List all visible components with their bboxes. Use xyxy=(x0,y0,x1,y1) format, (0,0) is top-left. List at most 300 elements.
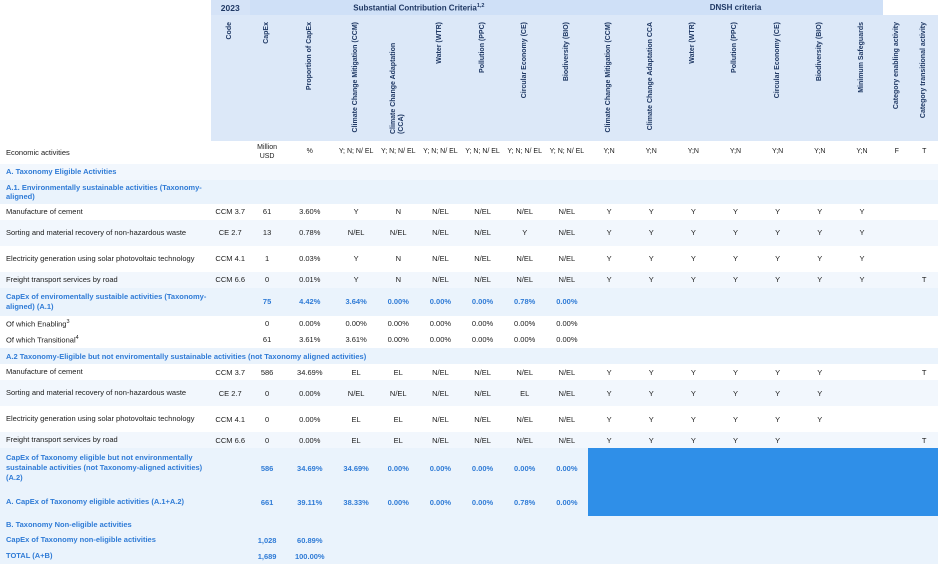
section-b-title: B. Taxonomy Non-eligible activities xyxy=(6,519,132,529)
cat-transitional: T xyxy=(921,367,927,377)
activity-label: Sorting and material recovery of non-hazardous waste xyxy=(6,227,187,237)
activity-label: Electricity generation using solar photovoltaic technology xyxy=(6,253,195,263)
of-which-transitional-row xyxy=(0,332,938,348)
dnsh-ppc: Y xyxy=(732,435,738,445)
of-which-enabling-capex: 0 xyxy=(265,319,270,329)
table-row xyxy=(0,220,938,246)
of-which-enabling-code xyxy=(211,316,250,332)
activity-label: Electricity generation using solar photovoltaic technology xyxy=(6,414,195,424)
activity-code: CCM 6.6 xyxy=(215,435,246,445)
sc-cca: EL xyxy=(393,435,403,445)
sc-cca: N xyxy=(395,275,401,284)
dnsh-cca: Y xyxy=(648,388,654,398)
subtotal-a2-code xyxy=(211,448,250,488)
dnsh-ppc: Y xyxy=(732,388,738,398)
min-safeguards xyxy=(841,406,883,432)
header-band-spacer xyxy=(0,0,211,15)
units-sc-wtr: Y; N; N/ EL xyxy=(419,142,461,164)
dnsh-ppc: Y xyxy=(732,254,738,263)
units-sc-bio: Y; N; N/ EL xyxy=(546,142,588,164)
header-band-row xyxy=(0,0,938,15)
dnsh-ce: Y xyxy=(775,207,781,216)
section-a1-row xyxy=(0,180,938,204)
col-header-dnsh-ccm-label: Climate Change Mitigation (CCM) xyxy=(605,22,613,133)
col-header-sc-cca xyxy=(377,15,419,142)
header-vertical-row xyxy=(0,15,938,142)
section-a-title: A. Taxonomy Eligible Activities xyxy=(6,167,117,176)
subtotal-a1-label: CapEx of enviromentally sustaible activities (Taxonomy-aligned) (A.1) xyxy=(6,291,207,311)
activity-capex: 0 xyxy=(265,414,270,424)
of-which-enabling-sc-ccm: 0.00% xyxy=(345,319,367,329)
section-a2-fill xyxy=(588,348,938,364)
header-activities-blank xyxy=(0,15,211,142)
of-which-transitional-sc-ppc: 0.00% xyxy=(471,335,494,345)
sc-wtr: N/EL xyxy=(432,388,449,398)
sc-ce: N/EL xyxy=(516,207,534,216)
dnsh-cca: Y xyxy=(648,207,654,216)
of-which-transitional-label xyxy=(0,332,211,348)
sc-ppc: N/EL xyxy=(474,414,491,424)
band-substantial-label: Substantial Contribution Criteria xyxy=(353,3,477,13)
subtotal-a1-proportion: 4.42% xyxy=(299,297,321,306)
subtotal-a1-sc-ce: 0.78% xyxy=(514,297,536,306)
activity-code: CCM 3.7 xyxy=(215,367,246,377)
sc-ppc: N/EL xyxy=(474,207,491,216)
subtotal-a2-label: CapEx of Taxonomy eligible but not environmentally sustainable activities (not Taxonomy-aligned activities) (A.2) xyxy=(6,453,203,482)
sc-ce: N/EL xyxy=(516,367,534,377)
dnsh-cca: Y xyxy=(648,414,654,424)
activity-proportion: 0.01% xyxy=(299,275,321,284)
sc-ce: N/EL xyxy=(516,435,534,445)
activity-capex: 1 xyxy=(265,254,270,263)
of-which-enabling-label xyxy=(0,316,211,332)
units-dnsh-bio: Y;N xyxy=(799,142,841,164)
activity-label: Freight transport services by road xyxy=(6,274,118,284)
col-header-cat-enabling xyxy=(883,15,910,142)
of-which-enabling-row xyxy=(0,316,938,332)
row-total-capex: 1,689 xyxy=(257,551,277,561)
sc-ccm: EL xyxy=(351,367,361,377)
subtotal-a2-sc-bio: 0.00% xyxy=(556,463,578,473)
band-dnsh: DNSH criteria xyxy=(588,0,883,15)
col-header-dnsh-cca-label: Climate Change Adaptation CCA xyxy=(647,22,655,131)
of-which-transitional-proportion: 3.61% xyxy=(299,335,321,345)
subtotal-a2-sc-ce: 0.00% xyxy=(514,463,536,473)
dnsh-bio: Y xyxy=(817,228,823,237)
of-which-transitional-code xyxy=(211,332,250,348)
min-safeguards xyxy=(841,380,883,406)
dnsh-ce: Y xyxy=(775,228,781,237)
col-header-sc-bio xyxy=(546,15,588,142)
activity-code: CCM 6.6 xyxy=(215,275,246,284)
dnsh-cca: Y xyxy=(648,228,654,237)
table-row xyxy=(0,272,938,288)
sc-ppc: N/EL xyxy=(474,388,491,398)
dnsh-ce: Y xyxy=(775,275,781,284)
cat-enabling xyxy=(883,272,910,288)
activity-proportion: 0.78% xyxy=(299,228,321,237)
sc-bio: N/EL xyxy=(558,414,576,424)
row-b-capex: 1,028 xyxy=(257,535,277,545)
row-total-label: TOTAL (A+B) xyxy=(6,551,53,561)
activity-capex: 586 xyxy=(260,367,274,377)
section-a2-row xyxy=(0,348,938,364)
table-row xyxy=(0,380,938,406)
sc-cca: EL xyxy=(393,414,403,424)
section-a1-title: A.1. Environmentally sustainable activities (Taxonomy-aligned) xyxy=(6,182,202,201)
col-header-dnsh-cca xyxy=(630,15,672,142)
units-cat-transitional: T xyxy=(910,142,938,164)
dnsh-wtr: Y xyxy=(690,228,696,237)
col-header-code-label: Code xyxy=(226,22,234,40)
sc-bio: N/EL xyxy=(558,207,576,216)
units-capex: Million USD xyxy=(250,142,285,164)
units-proportion: % xyxy=(284,142,335,164)
col-header-sc-ce-label: Circular Economy (CE) xyxy=(520,22,528,99)
subtotal-a2-sc-cca: 0.00% xyxy=(387,463,409,473)
sc-ce: Y xyxy=(522,228,528,237)
activity-code: CCM 4.1 xyxy=(215,414,246,424)
activity-proportion: 0.00% xyxy=(299,435,321,445)
dnsh-wtr: Y xyxy=(690,435,696,445)
units-code xyxy=(211,142,250,164)
row-total-fill xyxy=(335,548,938,564)
sc-ppc: N/EL xyxy=(474,367,491,377)
cat-transitional xyxy=(910,220,938,246)
sc-bio: N/EL xyxy=(558,228,576,237)
col-header-dnsh-ppc-label: Pollution (PPC) xyxy=(731,22,739,73)
dnsh-wtr: Y xyxy=(690,367,696,377)
of-which-enabling-sc-wtr: 0.00% xyxy=(429,319,452,329)
of-which-enabling-fill xyxy=(588,316,938,332)
of-which-enabling-sc-bio: 0.00% xyxy=(556,319,578,329)
dnsh-ce: Y xyxy=(775,254,781,263)
dnsh-ppc: Y xyxy=(732,207,738,216)
sc-wtr: N/EL xyxy=(432,367,449,377)
units-cat-enabling: F xyxy=(883,142,910,164)
sc-ce: EL xyxy=(520,388,530,398)
col-header-dnsh-wtr-label: Water (WTR) xyxy=(689,22,697,64)
cat-transitional xyxy=(910,380,938,406)
col-header-sc-ccm-label: Climate Change Mitigation (CCM) xyxy=(352,22,360,133)
total-a-sc-ccm: 38.33% xyxy=(343,497,369,507)
subtotal-a1-sc-bio: 0.00% xyxy=(556,297,578,306)
dnsh-wtr: Y xyxy=(690,388,696,398)
min-safeguards: Y xyxy=(859,275,865,284)
cat-enabling xyxy=(883,246,910,272)
col-header-sc-ce xyxy=(504,15,546,142)
dnsh-ppc: Y xyxy=(732,275,738,284)
dnsh-bio: Y xyxy=(817,414,823,424)
sc-ce: N/EL xyxy=(516,275,534,284)
dnsh-cca: Y xyxy=(648,367,654,377)
col-header-sc-wtr xyxy=(419,15,461,142)
col-header-sc-cca-label: Climate Change Adaptation (CCA) xyxy=(390,42,406,134)
of-which-transitional-sc-ccm: 3.61% xyxy=(345,335,367,345)
dnsh-ccm: Y xyxy=(606,414,612,424)
units-sc-ppc: Y; N; N/ EL xyxy=(461,142,503,164)
activity-code: CE 2.7 xyxy=(218,228,242,237)
activity-code: CE 2.7 xyxy=(218,388,242,398)
col-header-capex xyxy=(250,15,285,142)
activity-capex: 0 xyxy=(265,435,270,445)
min-safeguards xyxy=(841,364,883,380)
cat-transitional xyxy=(910,204,938,220)
dnsh-wtr: Y xyxy=(690,414,696,424)
dnsh-ppc: Y xyxy=(732,414,738,424)
col-header-min-safeguards xyxy=(841,15,883,142)
dnsh-cca: Y xyxy=(648,435,654,445)
sc-bio: N/EL xyxy=(558,388,576,398)
col-header-sc-wtr-label: Water (WTR) xyxy=(436,22,444,64)
dnsh-ppc: Y xyxy=(732,367,738,377)
band-substantial-contribution xyxy=(250,0,588,15)
subtotal-a2-sc-wtr: 0.00% xyxy=(429,463,452,473)
section-a-row xyxy=(0,164,938,180)
band-substantial-sup: 1,2 xyxy=(476,2,485,9)
sc-bio: N/EL xyxy=(558,367,576,377)
table-row xyxy=(0,364,938,380)
section-b-fill xyxy=(211,516,938,532)
of-which-transitional-text: Of which Transitional xyxy=(6,335,76,345)
subtotal-a1-row xyxy=(0,288,938,316)
sc-wtr: N/EL xyxy=(432,228,449,237)
sc-ce: N/EL xyxy=(516,414,534,424)
col-header-proportion xyxy=(284,15,335,142)
cat-enabling xyxy=(883,432,910,448)
row-b-fill xyxy=(335,532,938,548)
row-b-code xyxy=(211,532,250,548)
subtotal-a1-sc-ppc: 0.00% xyxy=(471,297,494,306)
activity-code: CCM 3.7 xyxy=(215,207,246,216)
subtotal-a1-fill xyxy=(588,288,938,316)
col-header-capex-label: CapEx xyxy=(263,22,271,44)
activity-proportion: 34.69% xyxy=(297,367,323,377)
sc-bio: N/EL xyxy=(558,254,576,263)
sc-bio: N/EL xyxy=(558,435,576,445)
cat-enabling xyxy=(883,204,910,220)
units-dnsh-wtr: Y;N xyxy=(672,142,714,164)
of-which-transitional-sc-cca: 0.00% xyxy=(387,335,409,345)
total-a-capex: 661 xyxy=(260,497,274,507)
cat-transitional: T xyxy=(921,275,927,284)
units-row xyxy=(0,142,938,164)
dnsh-bio: Y xyxy=(817,367,823,377)
col-header-sc-ccm xyxy=(335,15,377,142)
activity-code: CCM 4.1 xyxy=(215,254,246,263)
units-dnsh-ppc: Y;N xyxy=(714,142,756,164)
sc-ccm: Y xyxy=(353,275,359,284)
dnsh-ccm: Y xyxy=(606,435,612,445)
sc-wtr: N/EL xyxy=(432,414,449,424)
dnsh-ccm: Y xyxy=(606,207,612,216)
dnsh-cca: Y xyxy=(648,254,654,263)
band-category-spacer xyxy=(883,0,938,15)
activity-proportion: 0.00% xyxy=(299,414,321,424)
col-header-code xyxy=(211,15,250,142)
sc-ccm: EL xyxy=(351,435,361,445)
of-which-enabling-sc-ce: 0.00% xyxy=(514,319,536,329)
of-which-enabling-text: Of which Enabling xyxy=(6,319,67,328)
sc-ce: N/EL xyxy=(516,254,534,263)
activity-proportion: 0.03% xyxy=(299,254,321,263)
of-which-enabling-proportion: 0.00% xyxy=(299,319,321,329)
sc-wtr: N/EL xyxy=(432,435,449,445)
cat-transitional xyxy=(910,246,938,272)
subtotal-a1-sc-cca: 0.00% xyxy=(387,297,409,306)
dnsh-cca: Y xyxy=(648,275,654,284)
col-header-sc-ppc xyxy=(461,15,503,142)
units-dnsh-ccm: Y;N xyxy=(588,142,630,164)
sc-ppc: N/EL xyxy=(474,228,491,237)
section-a2-title: A.2 Taxonomy-Eligible but not enviromentally sustainable activities (not Taxonomy aligned activities) xyxy=(6,351,367,361)
col-header-dnsh-ce-label: Circular Economy (CE) xyxy=(773,22,781,99)
units-sc-ce: Y; N; N/ EL xyxy=(504,142,546,164)
col-header-sc-ppc-label: Pollution (PPC) xyxy=(478,22,486,73)
dnsh-wtr: Y xyxy=(690,207,696,216)
col-header-min-safeguards-label: Minimum Safeguards xyxy=(857,22,865,93)
units-dnsh-ce: Y;N xyxy=(757,142,799,164)
sc-cca: N/EL xyxy=(389,228,407,237)
dnsh-ccm: Y xyxy=(606,367,612,377)
cat-enabling xyxy=(883,220,910,246)
cat-enabling xyxy=(883,364,910,380)
min-safeguards: Y xyxy=(859,228,865,237)
activity-capex: 0 xyxy=(265,275,270,284)
subtotal-a1-capex: 75 xyxy=(262,297,272,306)
section-a-fill xyxy=(211,164,938,180)
of-which-transitional-fill xyxy=(588,332,938,348)
table-row xyxy=(0,406,938,432)
activity-proportion: 3.60% xyxy=(299,207,321,216)
dnsh-ppc: Y xyxy=(732,228,738,237)
col-header-dnsh-wtr xyxy=(672,15,714,142)
sc-ccm: EL xyxy=(351,414,361,424)
total-a-sc-ppc: 0.00% xyxy=(471,497,494,507)
units-min-safeguards: Y;N xyxy=(841,142,883,164)
table-row xyxy=(0,432,938,448)
cat-enabling xyxy=(883,380,910,406)
subtotal-a2-capex: 586 xyxy=(260,463,274,473)
dnsh-ccm: Y xyxy=(606,228,612,237)
col-header-dnsh-ce xyxy=(757,15,799,142)
dnsh-wtr: Y xyxy=(690,254,696,263)
sc-ccm: Y xyxy=(353,207,359,216)
activity-label: Manufacture of cement xyxy=(6,367,83,377)
col-header-cat-transitional-label: Category transitional activity xyxy=(920,22,928,119)
sc-bio: N/EL xyxy=(558,275,576,284)
col-header-cat-enabling-label: Category enabling activity xyxy=(892,22,900,110)
activity-proportion: 0.00% xyxy=(299,388,321,398)
dnsh-bio: Y xyxy=(817,275,823,284)
total-a-sc-wtr: 0.00% xyxy=(429,497,452,507)
cat-enabling xyxy=(883,406,910,432)
dnsh-ce: Y xyxy=(775,367,781,377)
dnsh-ce: Y xyxy=(775,435,781,445)
row-b-proportion: 60.89% xyxy=(297,535,323,545)
sc-cca: N xyxy=(395,254,401,263)
total-a-code xyxy=(211,488,250,516)
dnsh-ce: Y xyxy=(775,414,781,424)
activity-capex: 61 xyxy=(262,207,272,216)
subtotal-a2-sc-ccm: 34.69% xyxy=(343,463,369,473)
sc-cca: N xyxy=(395,207,401,216)
total-a-sc-bio: 0.00% xyxy=(556,497,578,507)
section-b-row xyxy=(0,516,938,532)
activity-label: Freight transport services by road xyxy=(6,435,118,445)
sc-ccm: N/EL xyxy=(347,388,365,398)
dnsh-wtr: Y xyxy=(690,275,696,284)
total-a-label: A. CapEx of Taxonomy eligible activities (A.1+A.2) xyxy=(6,497,185,507)
subtotal-a2-row xyxy=(0,448,938,488)
units-sc-ccm: Y; N; N/ EL xyxy=(335,142,377,164)
activity-capex: 13 xyxy=(262,228,272,237)
sc-ccm: N/EL xyxy=(347,228,365,237)
units-activities-label: Economic activities xyxy=(0,142,211,164)
sc-cca: N/EL xyxy=(389,388,407,398)
of-which-transitional-sc-bio: 0.00% xyxy=(556,335,578,345)
of-which-transitional-sc-ce: 0.00% xyxy=(514,335,536,345)
col-header-dnsh-bio-label: Biodiversity (BIO) xyxy=(815,22,823,82)
col-header-dnsh-ppc xyxy=(714,15,756,142)
col-header-dnsh-ccm xyxy=(588,15,630,142)
activity-capex: 0 xyxy=(265,388,270,398)
dnsh-bio: Y xyxy=(817,388,823,398)
subtotal-a1-sc-ccm: 3.64% xyxy=(345,297,367,306)
sc-wtr: N/EL xyxy=(432,254,449,263)
sc-ppc: N/EL xyxy=(474,254,491,263)
col-header-proportion-label: Proportion of CapEx xyxy=(305,22,313,91)
dnsh-ce: Y xyxy=(775,388,781,398)
activity-label: Sorting and material recovery of non-hazardous waste xyxy=(6,388,187,398)
of-which-transitional-capex: 61 xyxy=(262,335,272,345)
row-b-label: CapEx of Taxonomy non-eligible activities xyxy=(6,535,156,545)
subtotal-a2-sc-ppc: 0.00% xyxy=(471,463,494,473)
table-row xyxy=(0,246,938,272)
sc-wtr: N/EL xyxy=(432,207,449,216)
subtotal-a1-sc-wtr: 0.00% xyxy=(429,297,452,306)
total-a-proportion: 39.11% xyxy=(297,497,323,507)
cat-transitional: T xyxy=(921,435,927,445)
units-dnsh-cca: Y;N xyxy=(630,142,672,164)
dnsh-ccm: Y xyxy=(606,254,612,263)
of-which-enabling-sup: 3 xyxy=(66,318,70,325)
total-a-sc-cca: 0.00% xyxy=(387,497,409,507)
subtotal-a1-code xyxy=(211,288,250,316)
col-header-sc-bio-label: Biodiversity (BIO) xyxy=(562,22,570,82)
sc-ppc: N/EL xyxy=(474,435,491,445)
year-cell: 2023 xyxy=(211,0,250,15)
col-header-dnsh-bio xyxy=(799,15,841,142)
cat-transitional xyxy=(910,406,938,432)
section-a1-fill xyxy=(211,180,938,204)
row-b-noneligible xyxy=(0,532,938,548)
row-total-code xyxy=(211,548,250,564)
subtotal-a2-proportion: 34.69% xyxy=(297,463,323,473)
activity-label: Manufacture of cement xyxy=(6,206,83,216)
dnsh-bio xyxy=(799,432,841,448)
dnsh-bio: Y xyxy=(817,207,823,216)
dnsh-ccm: Y xyxy=(606,388,612,398)
min-safeguards: Y xyxy=(859,254,865,263)
of-which-enabling-sc-cca: 0.00% xyxy=(387,319,409,329)
units-sc-cca: Y; N; N/ EL xyxy=(377,142,419,164)
of-which-transitional-sc-wtr: 0.00% xyxy=(429,335,452,345)
dnsh-bio: Y xyxy=(817,254,823,263)
col-header-cat-transitional xyxy=(910,15,938,142)
sc-cca: EL xyxy=(393,367,403,377)
sc-ccm: Y xyxy=(353,254,359,263)
